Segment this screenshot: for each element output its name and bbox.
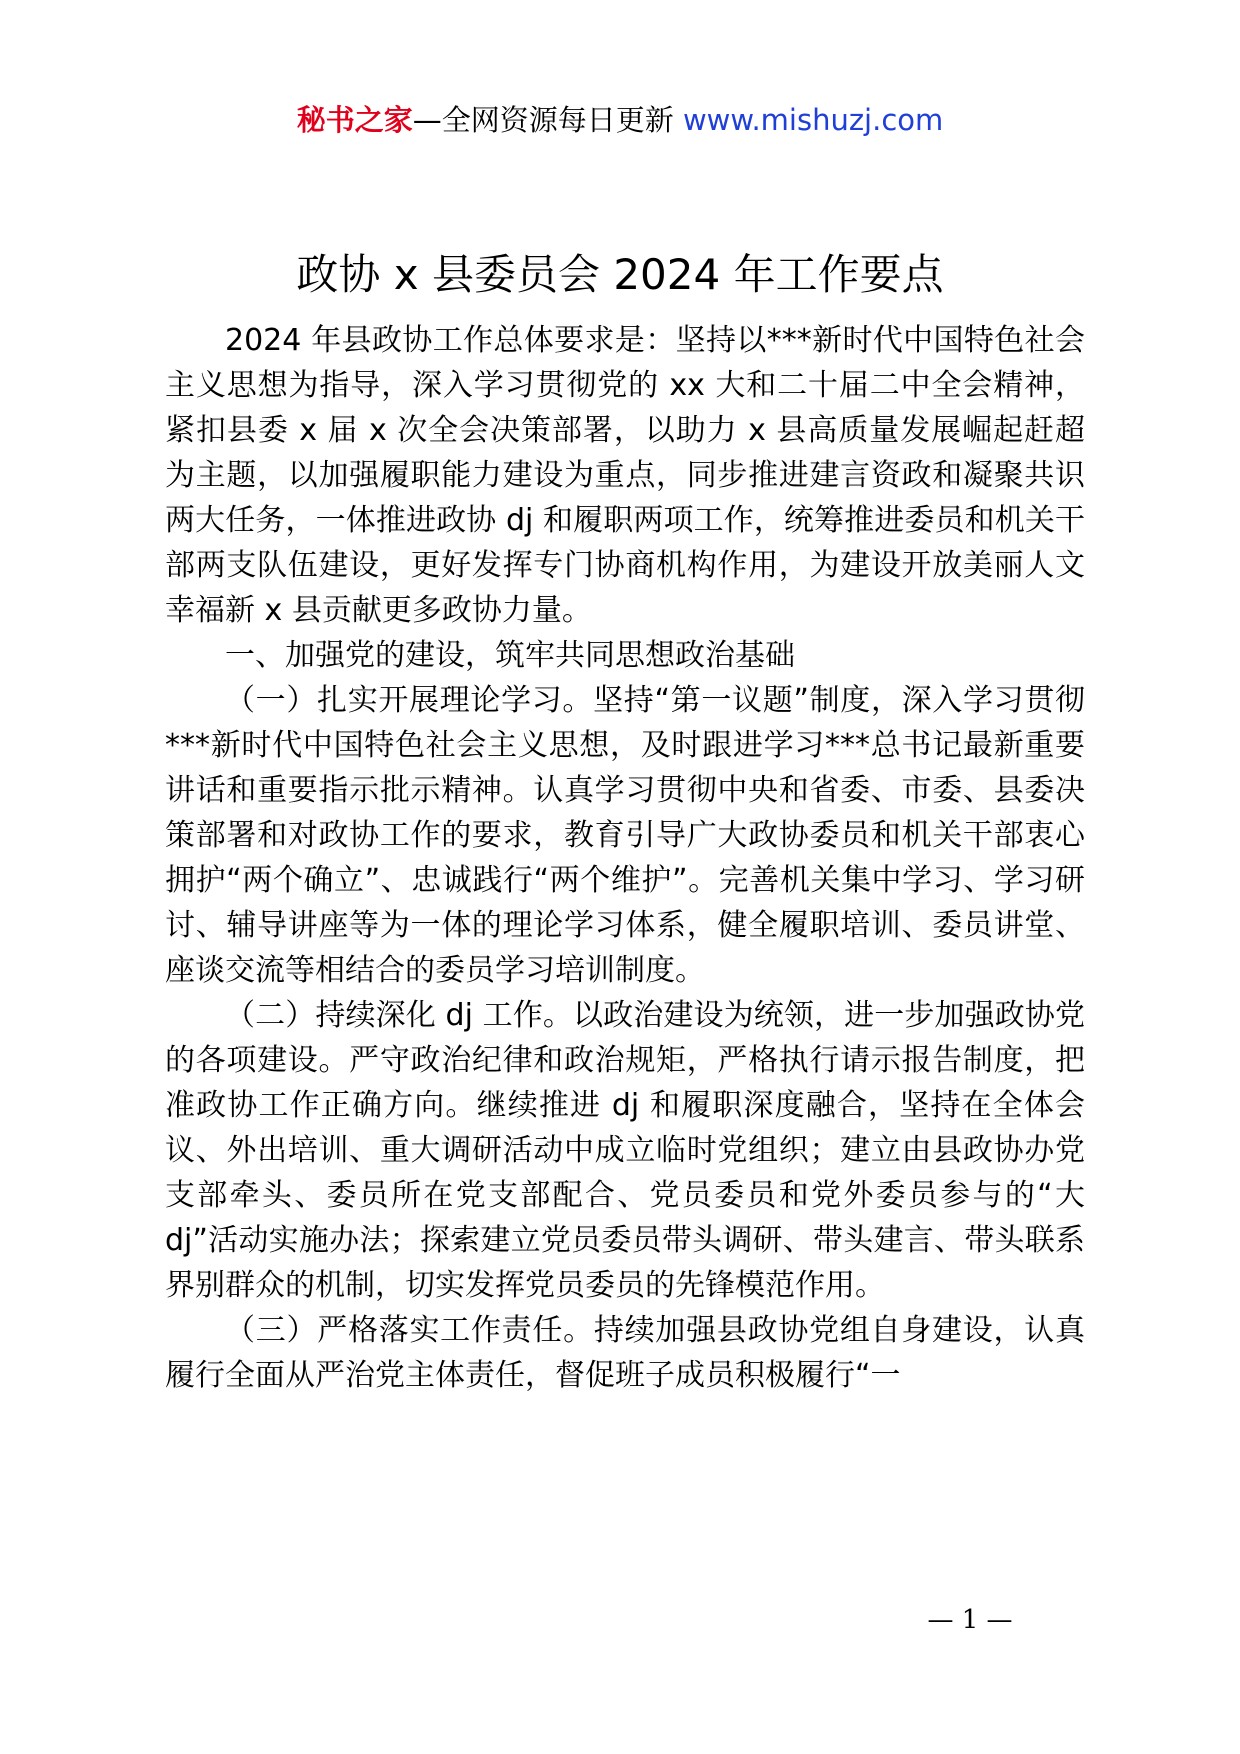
body-paragraph: （三）严格落实工作责任。持续加强县政协党组自身建设，认真履行全面从严治党主体责任，督促班子成员积极履行“一: [165, 1313, 1085, 1393]
page-number: — 1 —: [927, 1605, 1013, 1635]
site-header: [0, 100, 1240, 140]
brand-name: 秘书之家: [296, 103, 413, 137]
site-url-link[interactable]: www.mishuzj.com: [682, 103, 944, 137]
header-tagline: —全网资源每日更新: [412, 103, 674, 137]
body-paragraph: （一）扎实开展理论学习。坚持“第一议题”制度，深入学习贯彻***新时代中国特色社会主义思想，及时跟进学习***总书记最新重要讲话和重要指示批示精神。认真学习贯彻中央和省委、市委、县委决策部署和对政协工作的要求，教育引导广大政协委员和机关干部衷心拥护“两个确立”、忠诚践行“两个维护”。完善机关集中学习、学习研讨、辅导讲座等为一体的理论学习体系，健全履职培训、委员讲堂、座谈交流等相结合的委员学习培训制度。: [165, 683, 1085, 988]
document-title: 政协 x 县委员会 2024 年工作要点: [296, 250, 944, 299]
document-body: [165, 318, 1085, 1398]
intro-paragraph: 2024 年县政协工作总体要求是：坚持以***新时代中国特色社会主义思想为指导，深入学习贯彻党的 xx 大和二十届二中全会精神，紧扣县委 x 届 x 次全会决策部署，以助力 x 县高质量发展崛起赶超为主题，以加强履职能力建设为重点，同步推进建言资政和凝聚共识两大任务，一体推进政协 dj 和履职两项工作，统筹推进委员和机关干部两支队伍建设，更好发挥专门协商机构作用，为建设开放美丽人文幸福新 x 县贡献更多政协力量。: [165, 323, 1085, 628]
section-heading: 一、加强党的建设，筑牢共同思想政治基础: [225, 638, 795, 673]
body-paragraph: （二）持续深化 dj 工作。以政治建设为统领，进一步加强政协党的各项建设。严守政治纪律和政治规矩，严格执行请示报告制度，把准政协工作正确方向。继续推进 dj 和履职深度融合，坚持在全体会议、外出培训、重大调研活动中成立临时党组织；建立由县政协办党支部牵头、委员所在党支部配合、党员委员和党外委员参与的“大 dj”活动实施办法；探索建立党员委员带头调研、带头建言、带头联系界别群众的机制，切实发挥党员委员的先锋模范作用。: [165, 998, 1085, 1303]
